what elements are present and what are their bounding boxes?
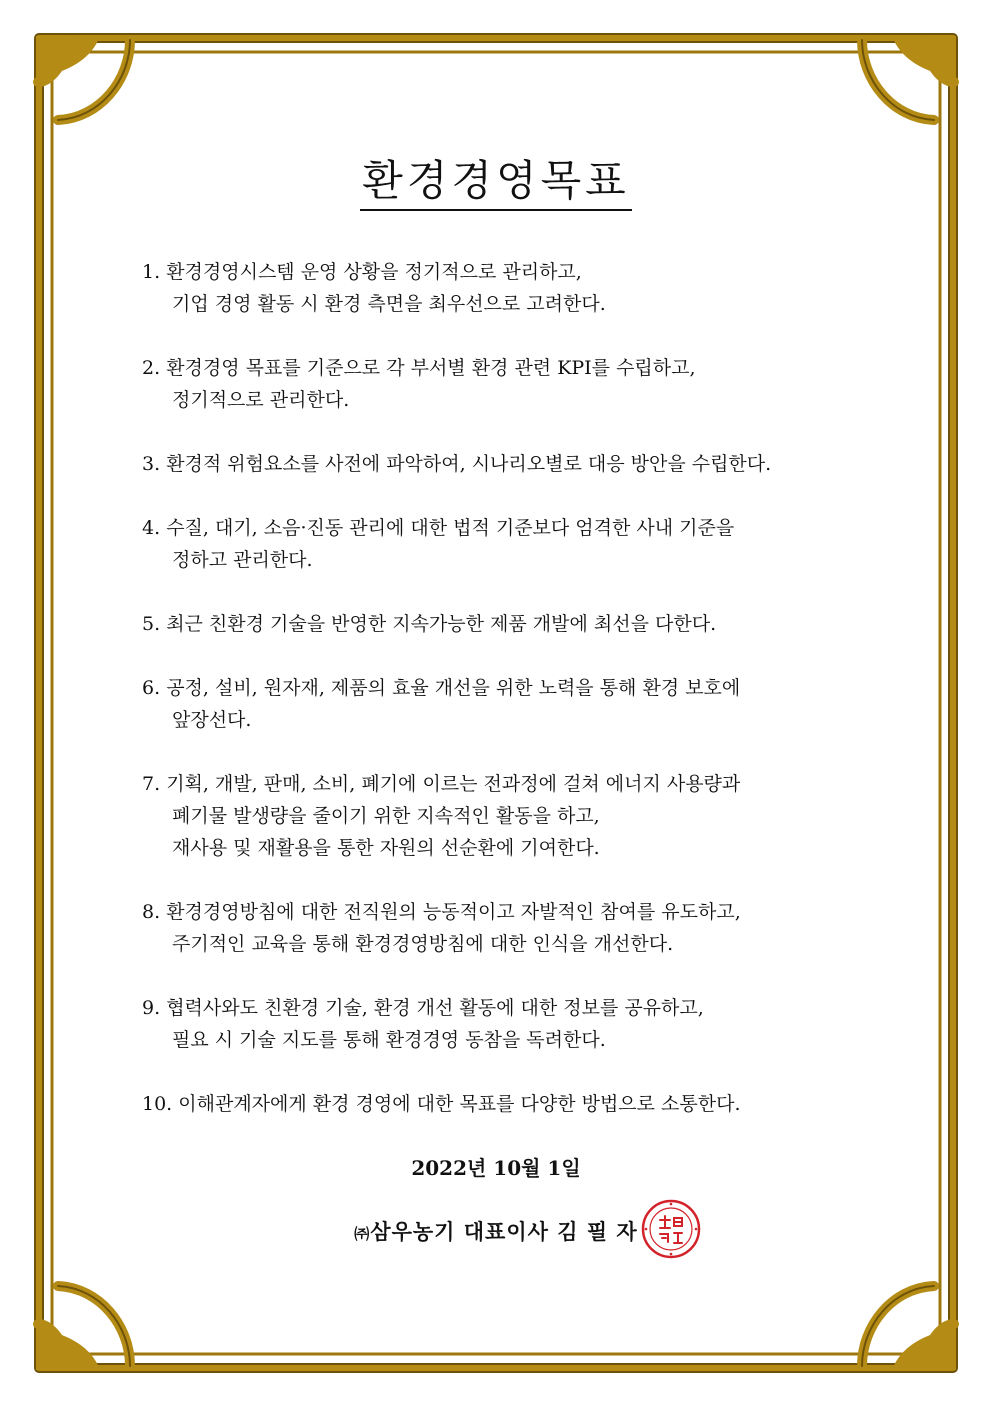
goal-item-line: [142, 704, 872, 736]
goal-item: [142, 992, 872, 1056]
goal-item-line: [142, 832, 872, 864]
company-name: 삼우농기: [370, 1219, 456, 1244]
signature-line: [0, 1216, 992, 1246]
goal-item-number: 3.: [142, 453, 161, 475]
goal-item-text: 재사용 및 재활용을 통한 자원의 선순환에 기여한다.: [172, 837, 600, 859]
goal-item-line: [142, 896, 872, 928]
goal-item-line: [142, 512, 872, 544]
goal-item-line: [142, 352, 872, 384]
goal-item-line: [142, 672, 872, 704]
goal-item-line: [142, 608, 872, 640]
goal-item-text: 기획, 개발, 판매, 소비, 폐기에 이르는 전과정에 걸쳐 에너지 사용량과: [166, 773, 741, 795]
goal-item-line: [142, 800, 872, 832]
goal-item-line: [142, 768, 872, 800]
red-seal-stamp: [640, 1198, 702, 1260]
goal-item-line: [142, 544, 872, 576]
goal-item: [142, 256, 872, 320]
goal-item-line: [142, 384, 872, 416]
goal-item-line: [142, 256, 872, 288]
goal-item-number: 6.: [142, 677, 161, 699]
goal-item-number: 1.: [142, 261, 161, 283]
goal-item: [142, 512, 872, 576]
goal-item-line: [142, 992, 872, 1024]
goal-item-text: 수질, 대기, 소음·진동 관리에 대한 법적 기준보다 엄격한 사내 기준을: [166, 517, 735, 539]
goal-item: [142, 448, 872, 480]
goal-item-text: 환경경영시스템 운영 상황을 정기적으로 관리하고,: [166, 261, 582, 283]
goal-item-number: 10.: [142, 1093, 173, 1115]
goal-item-number: 4.: [142, 517, 161, 539]
goal-item-line: [142, 1024, 872, 1056]
goal-item-text: 정하고 관리한다.: [172, 549, 313, 571]
signer-name: 김 필 자: [557, 1219, 638, 1244]
company-prefix: ㈜: [354, 1225, 371, 1243]
goal-item-text: 공정, 설비, 원자재, 제품의 효율 개선을 위한 노력을 통해 환경 보호에: [166, 677, 741, 699]
goals-list: [142, 256, 872, 1152]
goal-item-text: 이해관계자에게 환경 경영에 대한 목표를 다양한 방법으로 소통한다.: [178, 1093, 741, 1115]
goal-item-text: 환경적 위험요소를 사전에 파악하여, 시나리오별로 대응 방안을 수립한다.: [166, 453, 772, 475]
goal-item-line: [142, 288, 872, 320]
goal-item-text: 기업 경영 활동 시 환경 측면을 최우선으로 고려한다.: [172, 293, 606, 315]
goal-item: [142, 352, 872, 416]
issue-date: 2022년 10월 1일: [411, 1156, 581, 1180]
goal-item-number: 8.: [142, 901, 161, 923]
goal-item-text: 환경경영 목표를 기준으로 각 부서별 환경 관련 KPI를 수립하고,: [166, 357, 696, 379]
page-title-text: 환경경영목표: [360, 156, 631, 211]
goal-item-text: 정기적으로 관리한다.: [172, 389, 350, 411]
goal-item-text: 주기적인 교육을 통해 환경경영방침에 대한 인식을 개선한다.: [172, 933, 674, 955]
goal-item-text: 환경경영방침에 대한 전직원의 능동적이고 자발적인 참여를 유도하고,: [166, 901, 741, 923]
goal-item-text: 협력사와도 친환경 기술, 환경 개선 활동에 대한 정보를 공유하고,: [166, 997, 704, 1019]
goal-item-number: 5.: [142, 613, 161, 635]
goal-item-text: 최근 친환경 기술을 반영한 지속가능한 제품 개발에 최선을 다한다.: [166, 613, 717, 635]
goal-item: [142, 768, 872, 864]
goal-item-number: 9.: [142, 997, 161, 1019]
goal-item-line: [142, 1088, 872, 1120]
goal-item-number: 2.: [142, 357, 161, 379]
goal-item: [142, 608, 872, 640]
goal-item-text: 앞장선다.: [172, 709, 252, 731]
goal-item-number: 7.: [142, 773, 161, 795]
goal-item: [142, 896, 872, 960]
goal-item-text: 필요 시 기술 지도를 통해 환경경영 동참을 독려한다.: [172, 1029, 606, 1051]
signer-role: 대표이사: [463, 1219, 549, 1244]
goal-item: [142, 1088, 872, 1120]
goal-item: [142, 672, 872, 736]
page-title: [0, 148, 992, 208]
goal-item-text: 폐기물 발생량을 줄이기 위한 지속적인 활동을 하고,: [172, 805, 600, 827]
goal-item-line: [142, 928, 872, 960]
goal-item-line: [142, 448, 872, 480]
